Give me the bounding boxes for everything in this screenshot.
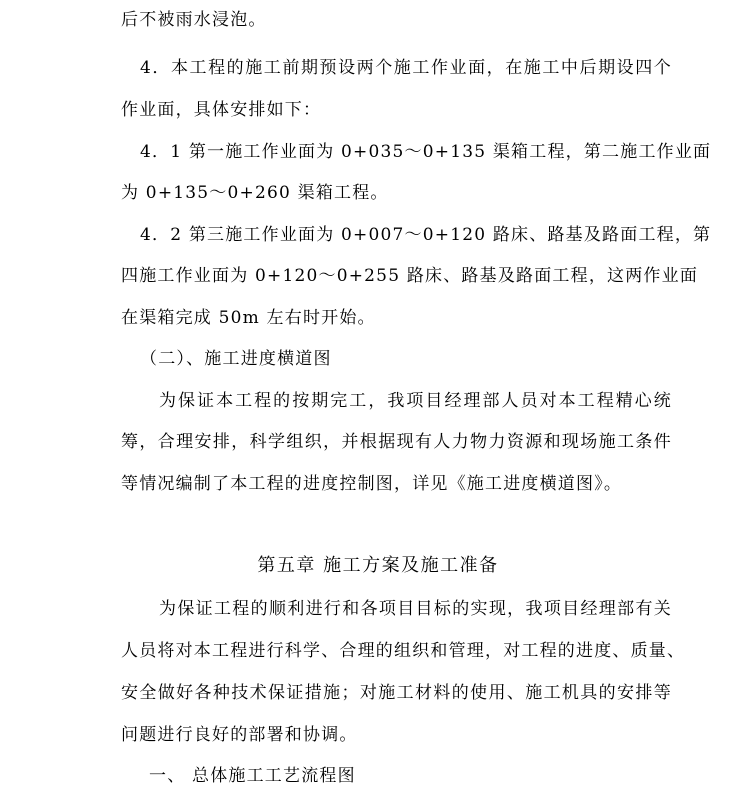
chapter-title: 第五章 施工方案及施工准备 bbox=[257, 555, 499, 576]
paragraph-line: 问题进行良好的部署和协调。 bbox=[121, 725, 358, 745]
paragraph-line: 后不被雨水浸泡。 bbox=[121, 10, 267, 30]
paragraph-line: 安全做好各种技术保证措施；对施工材料的使用、施工机具的安排等 bbox=[121, 683, 672, 703]
paragraph-line: 4．1 第一施工作业面为 0+035～0+135 渠箱工程，第二施工作业面 bbox=[140, 142, 712, 162]
paragraph-line: 筹，合理安排，科学组织，并根据现有人力物力资源和现场施工条件 bbox=[121, 432, 672, 452]
paragraph-line: 在渠箱完成 50m 左右时开始。 bbox=[121, 308, 376, 328]
paragraph-line: 为保证本工程的按期完工，我项目经理部人员对本工程精心统 bbox=[159, 391, 672, 411]
paragraph-line: 4．本工程的施工前期预设两个施工作业面，在施工中后期设四个 bbox=[140, 58, 672, 78]
section-heading: 一、 总体施工工艺流程图 bbox=[149, 766, 356, 786]
paragraph-line: 四施工作业面为 0+120～0+255 路床、路基及路面工程，这两作业面 bbox=[121, 266, 699, 286]
paragraph-line: 4．2 第三施工作业面为 0+007～0+120 路床、路基及路面工程，第 bbox=[140, 225, 712, 245]
paragraph-line: 等情况编制了本工程的进度控制图，详见《施工进度横道图》。 bbox=[121, 474, 623, 494]
subheading: （二）、施工进度横道图 bbox=[140, 349, 332, 369]
paragraph-line: 为 0+135～0+260 渠箱工程。 bbox=[121, 183, 389, 203]
paragraph-line: 人员将对本工程进行科学、合理的组织和管理，对工程的进度、质量、 bbox=[121, 641, 686, 661]
paragraph-line: 为保证工程的顺利进行和各项目目标的实现，我项目经理部有关 bbox=[159, 599, 672, 619]
paragraph-line: 作业面，具体安排如下： bbox=[121, 100, 322, 120]
